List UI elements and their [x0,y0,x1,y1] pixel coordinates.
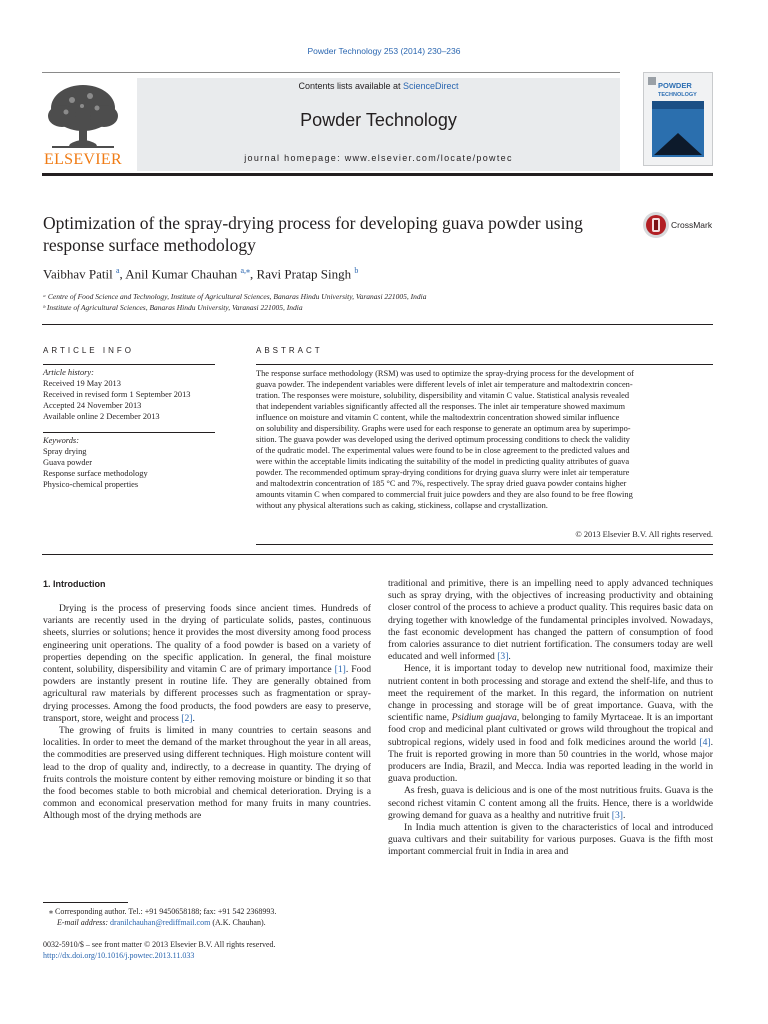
text-run: . [192,712,195,724]
cover-title-line1: POWDER [658,81,692,90]
keyword[interactable]: Physico-chemical properties [43,479,139,489]
crossmark-label: CrossMark [671,220,713,230]
contents-line [137,81,620,91]
keywords [43,436,215,491]
affiliation-a: ᵃ Centre of Food Science and Technology, Institute of Agricultural Sciences, Banaras Hindu University, Varanasi 221005, India [43,292,427,301]
abstract-heading: ABSTRACT [256,346,323,355]
text-run: The growing of fruits is limited in many countries to certain seasons and localities. In order to meet the demand of the market throughout the year in all areas, the commodities are preserved using different techniques. High moisture content will lead to the drop of quality and, indirectly, to a decrease in quantity. The drying of fruits controls the moisture content by either removing moisture or binding it so that the food becomes stable to both microbial and chemical deterioration. Drying is a common and economical preservation method for many fruits in many countries. Although most of the drying methods are [43,725,371,822]
journal-citation[interactable]: Powder Technology 253 (2014) 230–236 [307,46,461,56]
header-rule [42,72,620,73]
abstract-line: were within the acceptable limits indicating the suitability of the model in predicting quality attributes of guava [256,457,630,467]
crossmark-button[interactable] [642,209,714,241]
text-run: . The fruit is reported growing in more than 50 countries in the world, whose major producers are India, Brazil, and Mecca. India was reported leading in the world in guava production. [388,736,713,785]
abstract-rule [256,544,713,545]
author-list [43,266,358,282]
text-run: traditional and primitive, there is an impelling need to apply advanced techniques such as spray drying, with the objectives of increasing productivity and obtaining closer control of the process to achieve a product quality. This requires basic data on drying together with knowledge of the fundamental principles involved. Nowadays, the fast economic development has changed the pattern of consumption of food from calories assurance to diet nutrient fortification. The consumers today are well educated and well informed [388,578,713,663]
article-info-heading: ARTICLE INFO [43,346,134,355]
footnote-rule [43,902,128,903]
author-name[interactable]: Ravi Pratap Singh [256,266,352,282]
body-column-right [388,578,713,859]
reference-link[interactable]: [4] [699,736,711,748]
text-run: As fresh, guava is delicious and is one of the most nutritious fruits. Guava is the second richest vitamin C content among all the fruits. Hence, there is a worldwide growing demand for guava as a healthy and nutritive fruit [388,785,713,821]
abstract-line: The response surface methodology (RSM) was used to optimize the spray-drying process for the development of [256,369,634,378]
history-revised: Received in revised form 1 September 2013 [43,389,191,399]
keyword[interactable]: Spray drying [43,446,87,456]
journal-cover-thumbnail[interactable] [643,72,713,166]
body-paragraph [388,578,713,663]
history-received: Received 19 May 2013 [43,378,121,388]
body-paragraph [388,663,713,785]
body-paragraph [43,603,371,725]
article-title: Optimization of the spray-drying process for developing guava powder using response surface methodology [43,213,583,255]
keyword[interactable]: Guava powder [43,457,93,467]
journal-homepage[interactable]: journal homepage: www.elsevier.com/locate/powtec [244,153,513,163]
reference-link[interactable]: [3] [611,809,623,821]
section-rule [42,554,713,555]
abstract-line: of the qudratic model. The experimental values were found to be in close agreement to the predicted values and [256,446,630,456]
section-heading-introduction: 1. Introduction [43,579,106,589]
history-online: Available online 2 December 2013 [43,411,160,421]
reference-link[interactable]: [2] [181,712,193,724]
abstract-line: amounts vitamin C when compared to commercial fruit juice powders and they are also found to be free flowing [256,490,633,500]
body-paragraph [43,725,371,823]
cover-art [644,73,712,165]
article-info-rule [43,364,215,365]
affiliation-b: ᵇ Institute of Agricultural Sciences, Banaras Hindu University, Varanasi 221005, India [43,303,303,312]
footnote [43,906,371,928]
keywords-label: Keywords: [43,436,79,445]
reference-link[interactable]: [3] [497,651,509,663]
email-link[interactable]: dranilchauhan@rediffmail.com [110,918,211,927]
abstract-text [256,368,713,511]
body-paragraph [388,785,713,822]
article-history [43,368,215,423]
abstract-line: influence on moisture and vitamin C content, while the maltodextrin concentration showed similar influence [256,413,620,423]
body-column-left [43,603,371,823]
abstract-line: that independent variables significantly affected all the responses. The inlet air temperature showed maximum [256,402,625,412]
sciencedirect-link[interactable]: ScienceDirect [403,81,459,91]
history-label: Article history: [43,368,94,377]
text-run: . Food powders are instantly present in routine life. They are generally obtained from agricultural raw materials by different processes such as fragmentation or spray-drying processes. Among the food products, the food powders are easy to preserve, transport, store, weight and process [43,664,371,724]
article-info-rule [43,432,215,433]
abstract-copyright: © 2013 Elsevier B.V. All rights reserved. [575,530,713,539]
abstract-line: sition. The guava powder was developed using the derived optimum processing conditions to check the validity [256,435,630,445]
cover-title-line2: TECHNOLOGY [658,92,697,98]
issn-line: 0032-5910/$ – see front matter © 2013 Elsevier B.V. All rights reserved. [43,940,276,949]
body-paragraph [388,822,713,859]
email-label: E-mail address: [57,918,109,927]
abstract-line: powder. The recommended optimum spray-drying conditions for drying guava slurry were inlet air temperature [256,468,630,478]
reference-link[interactable]: [1] [334,664,346,676]
doi-link[interactable]: http://dx.doi.org/10.1016/j.powtec.2013.11.033 [43,951,195,960]
corresponding-author: ⁎ Corresponding author. Tel.: +91 9450658188; fax: +91 542 2368993. [49,907,277,916]
text-run: In India much attention is given to the characteristics of local and introduced guava cultivars and their suitability for various purposes. Guava is the fifth most important commercial fruit in India in area and [388,822,713,858]
abstract-rule [256,364,713,365]
text-run: Drying is the process of preserving foods since ancient times. Hundreds of variants are recently used in the drying of particulate solids, pastes, continuous sheets, slurries or solutions; hence it provides the most diversity among food process engineering unit operations. The quality of a food powder is based on a variety of properties depending on the specific application. In general, the final moisture content, solubility, dispersibility and vitamin C are of primary importance [43,603,371,676]
email-suffix: (A.K. Chauhan). [210,918,266,927]
email-line [43,917,371,928]
history-accepted: Accepted 24 November 2013 [43,400,142,410]
text-run: . [508,651,511,663]
keyword[interactable]: Response surface methodology [43,468,148,478]
author-separator: , [250,266,254,282]
page-footer [43,939,373,961]
text-run: . [622,809,626,821]
author-affiliation-mark[interactable]: a [115,266,120,275]
header-rule-thick [42,173,713,176]
author-name[interactable]: Anil Kumar Chauhan [125,266,238,282]
abstract-line: tration. The responses were moisture, solubility, dispersibility and vitamin C value. Statistical analysis revealed [256,391,630,401]
abstract-line: on solubility and dispersibility. Graphs were used for each response to generate an optimum area by superimpo- [256,424,631,434]
title-rule [42,324,713,325]
text-run: , belonging to family Myrtaceae. It is an important food crop and medicinal plant cultivated or grows wild throughout the tropical and subtropical regions, widely used in food and folk medicines around the world [388,712,713,748]
publisher-wordmark: ELSEVIER [44,151,122,168]
author-separator: , [119,266,123,282]
author-name[interactable]: Vaibhav Patil [43,266,113,282]
species-name: Psidium guajava [451,712,517,724]
contents-prefix: Contents lists available at [298,81,404,91]
author-affiliation-mark[interactable]: a,⁎ [240,266,251,275]
author-affiliation-mark[interactable]: b [354,266,359,275]
text-run: Hence, it is important today to develop new nutritional food, maximize their nutrient content in both processing and storage and extend the shelf-life, and thus to meet the requirement of the market. In this regard, the information on nutrient change in processing and storage will be of great importance. Guava, with the scientific name, [388,663,713,724]
abstract-line: guava powder. The independent variables were different levels of inlet air temperature and maltodextrin concen- [256,380,633,390]
journal-title: Powder Technology [300,110,457,130]
abstract-line: and maltodextrin concentration of 185 °C and 7%, respectively. The spray dried guava powder contains higher [256,479,627,489]
abstract-line: without any physical alterations such as caking, stickiness, collapse and crystallization. [256,501,548,511]
